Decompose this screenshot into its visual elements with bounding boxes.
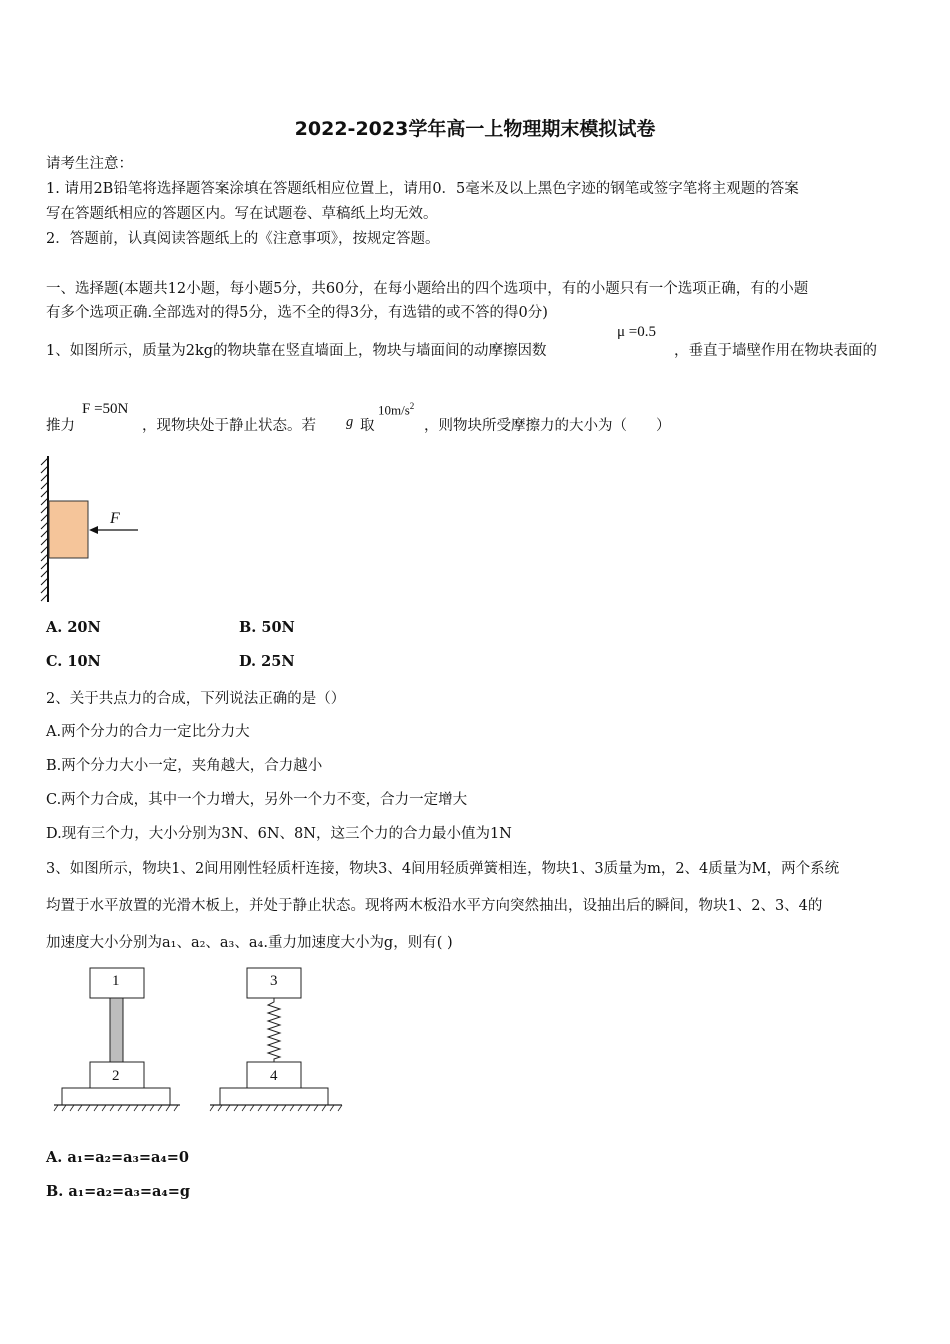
section-instructions-1: 一、选择题(本题共12小题，每小题5分，共60分，在每小题给出的四个选项中，有的小题只有一个选项正确，有的小题 [46, 281, 809, 297]
notice-heading: 请考生注意： [46, 156, 133, 172]
q3-board-left [62, 1088, 170, 1105]
q1-g-value: $10m/s^2$ [378, 401, 415, 418]
q3-option-b: B. a₁=a₂=a₃=a₄=g [46, 1183, 191, 1200]
q3-blocks-diagram [50, 965, 350, 1115]
q2-option-d: D.现有三个力，大小分别为3N、6N、8N，这三个力的合力最小值为1N [46, 826, 512, 842]
q3-block-2-label: 2 [112, 1068, 120, 1084]
q3-block-4-label: 4 [270, 1068, 278, 1084]
q1-stem-line-2-head: 推力 [46, 418, 75, 434]
q3-stem-line-2: 均置于水平放置的光滑木板上，并处于静止状态。现将两木板沿水平方向突然抽出，设抽出后的瞬间，物块1、2、3、4的 [46, 898, 823, 914]
q1-force-label: F [110, 510, 120, 527]
notice-line-3: 2．答题前，认真阅读答题纸上的《注意事项》，按规定答题。 [46, 231, 440, 247]
q1-option-b: B. 50N [239, 619, 295, 636]
notice-line-1: 1. 请用2B铅笔将选择题答案涂填在答题纸相应位置上，请用0．5毫米及以上黑色字迹的钢笔或签字笔将主观题的答案 [46, 181, 799, 197]
q3-rigid-rod [110, 998, 123, 1062]
q1-wall-block-diagram [38, 452, 148, 604]
q1-force-formula: F =50N [82, 401, 129, 417]
q3-spring [268, 998, 280, 1062]
q1-stem-line-2-tail: ，则物块所受摩擦力的大小为（ ） [424, 418, 671, 434]
notice-line-2: 写在答题纸相应的答题区内。写在试题卷、草稿纸上均无效。 [46, 206, 438, 222]
q3-stem-line-1: 3、如图所示，物块1、2间用刚性轻质杆连接，物块3、4间用轻质弹簧相连，物块1、3质量为m，2、4质量为M，两个系统 [46, 861, 840, 877]
q2-option-c: C.两个力合成，其中一个力增大，另外一个力不变，合力一定增大 [46, 792, 468, 808]
q1-stem-line-2-mid: ，现物块处于静止状态。若 [142, 418, 316, 434]
q1-g-symbol: g [346, 414, 354, 430]
q1-option-c: C. 10N [46, 653, 101, 670]
q3-block-1-label: 1 [112, 973, 120, 989]
q3-board-right [220, 1088, 328, 1105]
section-instructions-2: 有多个选项正确.全部选对的得5分，选不全的得3分，有选错的或不答的得0分) [46, 305, 548, 321]
page-title: 2022-2023学年高一上物理期末模拟试卷 [294, 118, 656, 140]
q2-option-a: A.两个分力的合力一定比分力大 [46, 724, 250, 740]
q3-block-3-label: 3 [270, 973, 278, 989]
q1-stem-line-1: 1、如图所示，质量为2kg的物块靠在竖直墙面上，物块与墙面间的动摩擦因数 [46, 343, 547, 359]
q1-stem-line-1-tail: ，垂直于墙壁作用在物块表面的 [674, 343, 877, 359]
q2-stem: 2、关于共点力的合成，下列说法正确的是（） [46, 691, 346, 707]
q1-option-d: D. 25N [239, 653, 295, 670]
q1-take: 取 [360, 418, 375, 434]
q3-option-a: A. a₁=a₂=a₃=a₄=0 [46, 1149, 190, 1166]
q2-option-b: B.两个分力大小一定，夹角越大，合力越小 [46, 758, 323, 774]
q1-option-a: A. 20N [46, 619, 101, 636]
q1-block [49, 501, 88, 558]
q3-stem-line-3: 加速度大小分别为a₁、a₂、a₃、a₄.重力加速度大小为g，则有( ) [46, 935, 453, 951]
q1-mu-formula: μ =0.5 [617, 324, 657, 340]
